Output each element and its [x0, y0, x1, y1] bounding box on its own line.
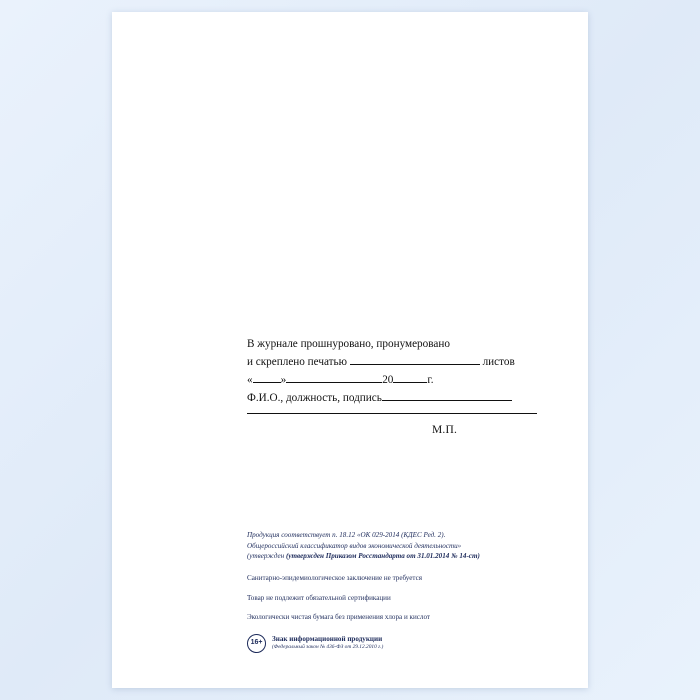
journal-line-3-date — [247, 371, 547, 389]
journal-line-1-text: В журнале прошнуровано, пронумеровано — [247, 338, 450, 350]
date-quote-open: « — [247, 373, 253, 386]
footer-cert-line-3: (утвержден (утвержден Приказом Росстандарта от 31.01.2014 № 14-ст) — [247, 552, 480, 561]
date-year-blank — [393, 371, 427, 383]
signature-blank — [382, 389, 512, 401]
date-month-blank — [286, 371, 382, 383]
journal-line-4-signature — [247, 389, 547, 407]
journal-line-2-suffix: листов — [482, 355, 515, 368]
age-rating-text-group — [272, 635, 383, 652]
footer-sanitary-note: Санитарно-эпидемиологическое заключение не требуется — [247, 573, 423, 582]
footer-cert-line-1: Продукция соответствует п. 18.12 «ОК 029-2014 (КДЕС Ред. 2). — [247, 531, 446, 539]
footer-spacer-3 — [247, 603, 557, 612]
date-day-blank — [253, 371, 281, 383]
footer-spacer-1 — [247, 562, 557, 573]
footer-spacer-2 — [247, 584, 557, 593]
footer-ecology-note: Экологически чистая бумага без применения хлора и кислот — [247, 613, 431, 622]
age-rating-subtitle: (Федеральный закон № 436-ФЗ от 29.12.2010 г.) — [272, 644, 384, 651]
signature-label: Ф.И.О., должность, подпись — [247, 391, 382, 404]
journal-certification-block — [247, 337, 547, 414]
document-page — [112, 12, 588, 688]
age-rating-icon: 16+ — [247, 634, 266, 653]
sheets-count-blank — [350, 353, 480, 365]
age-rating-row — [247, 634, 557, 653]
journal-line-2 — [247, 353, 547, 371]
footer-certification-note: Товар не подлежит обязательной сертификации — [247, 593, 391, 602]
journal-line-1 — [247, 337, 547, 353]
signature-underline — [247, 413, 537, 414]
date-year-prefix: 20 — [382, 373, 394, 386]
date-year-suffix: г. — [427, 373, 434, 386]
date-quote-close: » — [280, 373, 287, 386]
stamp-place-label: М.П. — [432, 424, 458, 436]
journal-line-2-text: и скреплено печатью — [247, 355, 347, 368]
age-rating-title: Знак информационной продукции — [272, 634, 383, 643]
document-footer — [247, 530, 557, 653]
footer-cert-line-2: Общероссийский классификатор видов экономической деятельности» — [247, 541, 462, 550]
